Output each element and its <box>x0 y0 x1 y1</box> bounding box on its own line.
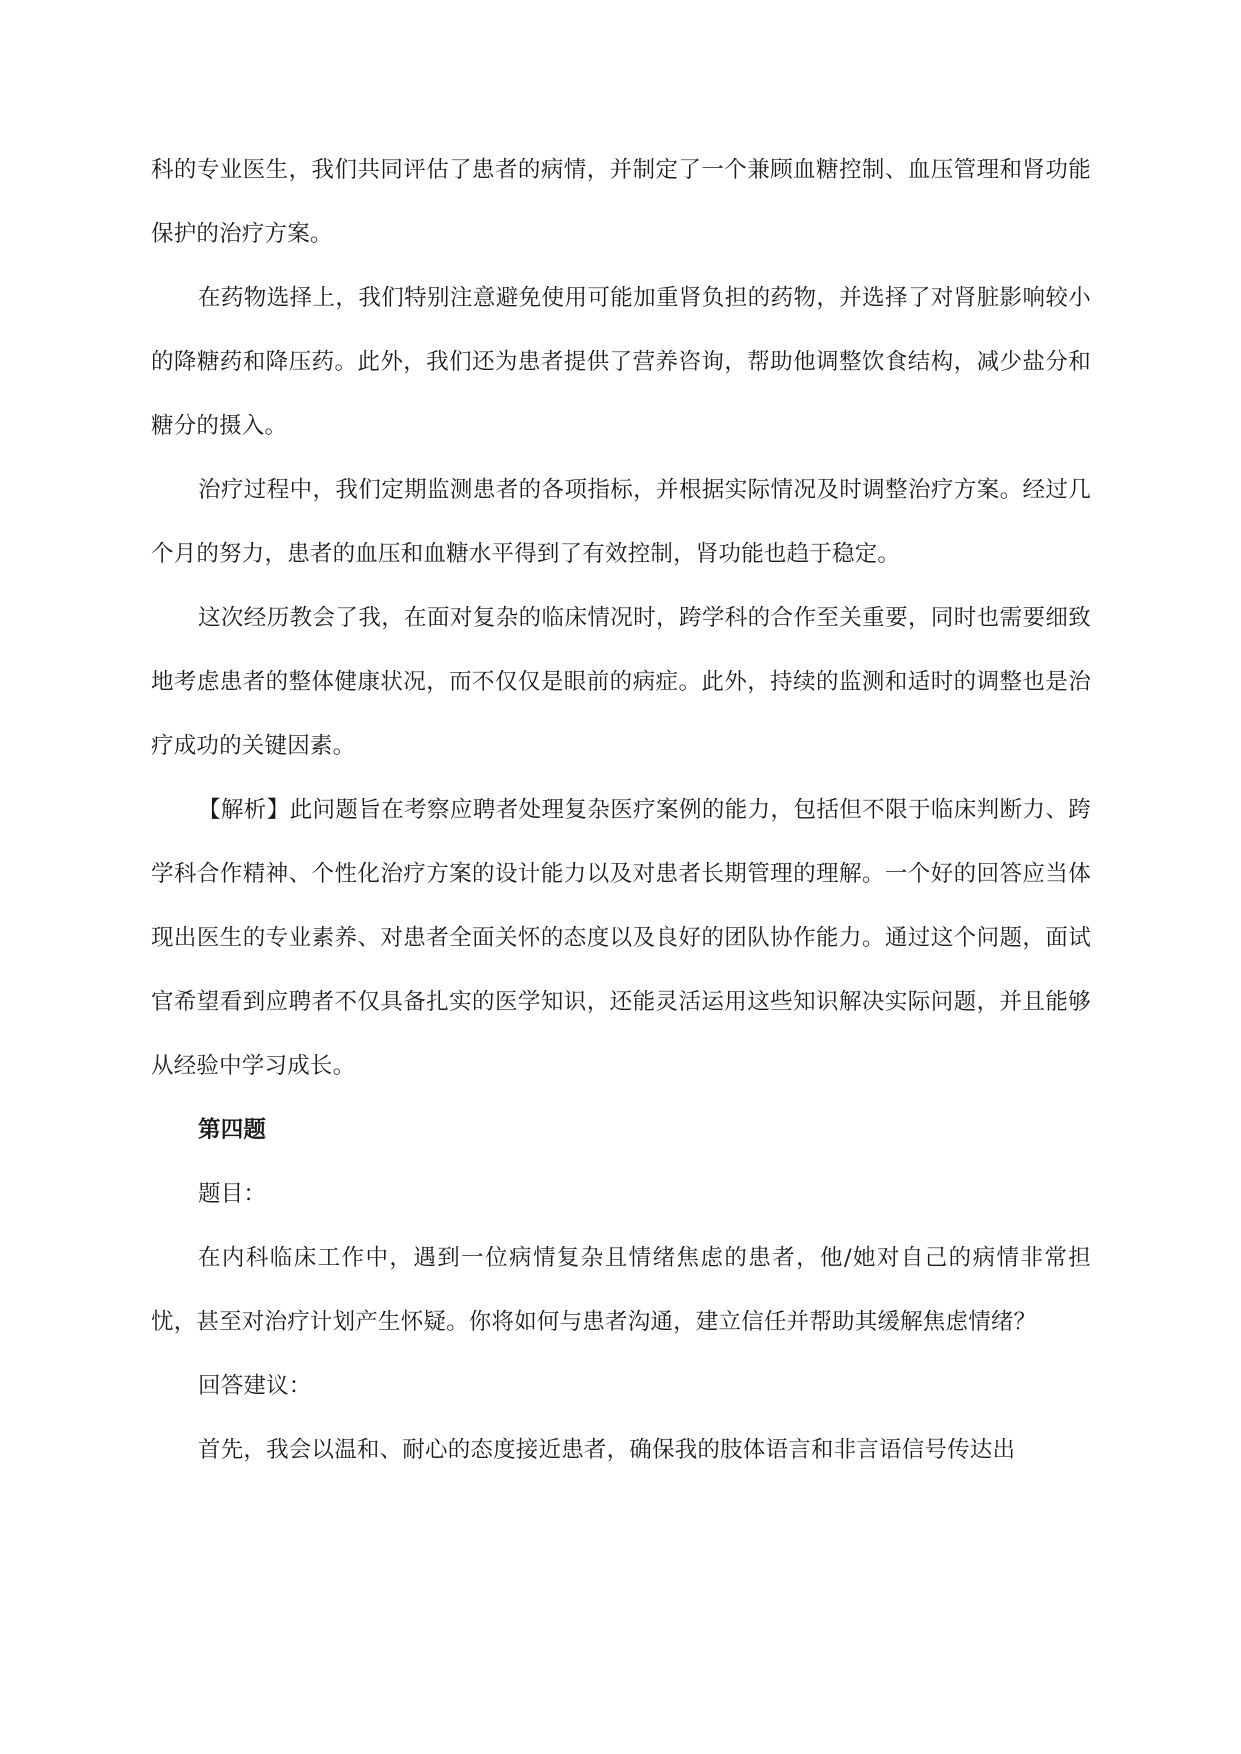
paragraph-treatment-plan: 科的专业医生，我们共同评估了患者的病情，并制定了一个兼顾血糖控制、血压管理和肾功能保护的治疗方案。 <box>151 157 1091 247</box>
paragraph-drug-selection: 在药物选择上，我们特别注意避免使用可能加重肾负担的药物，并选择了对肾脏影响较小的降糖药和降压药。此外，我们还为患者提供了营养咨询，帮助他调整饮食结构，减少盐分和糖分的摄入。 <box>151 285 1091 439</box>
paragraph-lesson-learned: 这次经历教会了我，在面对复杂的临床情况时，跨学科的合作至关重要，同时也需要细致地考虑患者的整体健康状况，而不仅仅是眼前的病症。此外，持续的监测和适时的调整也是治疗成功的关键因素。 <box>151 605 1091 759</box>
question-label: 题目： <box>198 1181 267 1207</box>
section-heading-question-four: 第四题 <box>198 1117 267 1143</box>
document-page <box>151 138 1091 1482</box>
paragraph-analysis: 【解析】此问题旨在考察应聘者处理复杂医疗案例的能力，包括但不限于临床判断力、跨学科合作精神、个性化治疗方案的设计能力以及对患者长期管理的理解。一个好的回答应当体现出医生的专业素养、对患者全面关怀的态度以及良好的团队协作能力。通过这个问题，面试官希望看到应聘者不仅具备扎实的医学知识，还能灵活运用这些知识解决实际问题，并且能够从经验中学习成长。 <box>151 797 1091 1079</box>
answer-first-paragraph: 首先，我会以温和、耐心的态度接近患者，确保我的肢体语言和非言语信号传达出 <box>198 1437 1016 1463</box>
paragraph-monitoring: 治疗过程中，我们定期监测患者的各项指标，并根据实际情况及时调整治疗方案。经过几个月的努力，患者的血压和血糖水平得到了有效控制，肾功能也趋于稳定。 <box>151 477 1091 567</box>
question-text: 在内科临床工作中，遇到一位病情复杂且情绪焦虑的患者，他/她对自己的病情非常担忧，甚至对治疗计划产生怀疑。你将如何与患者沟通，建立信任并帮助其缓解焦虑情绪？ <box>151 1245 1091 1335</box>
answer-suggestion-label: 回答建议： <box>198 1373 312 1399</box>
